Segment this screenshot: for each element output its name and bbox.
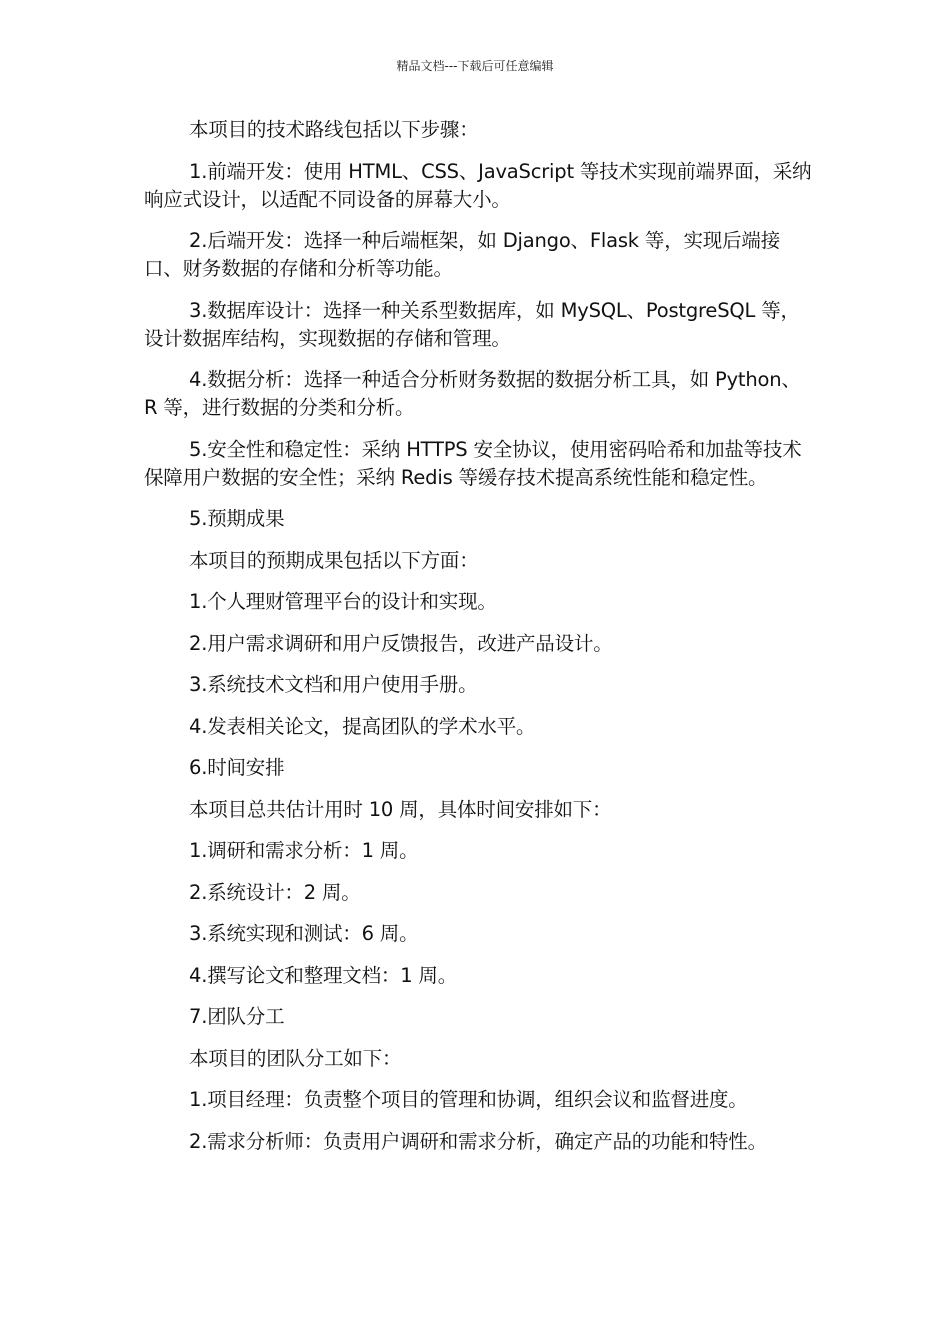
paragraph-team-intro: 本项目的团队分工如下：: [189, 1046, 402, 1070]
paragraph-frontend: 1.前端开发：使用 HTML、CSS、JavaScript 等技术实现前端界面，采纳响应式设计，以适配不同设备的屏幕大小。: [144, 159, 812, 211]
list-item-team-1: 1.项目经理：负责整个项目的管理和协调，组织会议和监督进度。: [189, 1088, 748, 1111]
list-item-result-2: 2.用户需求调研和用户反馈报告，改进产品设计。: [189, 631, 613, 655]
document-body: [144, 116, 812, 1169]
list-item-result-3: 3.系统技术文档和用户使用手册。: [189, 673, 478, 696]
list-item-result-1: 1.个人理财管理平台的设计和实现。: [189, 590, 497, 613]
list-item-team-2: 2.需求分析师：负责用户调研和需求分析，确定产品的功能和特性。: [189, 1129, 767, 1153]
list-item-schedule-2: 2.系统设计：2 周。: [189, 880, 361, 904]
paragraph-security: 5.安全性和稳定性：采纳 HTTPS 安全协议，使用密码哈希和加盐等技术保障用户数据的安全性；采纳 Redis 等缓存技术提高系统性能和稳定性。: [144, 437, 802, 489]
page-header: 精品文档---下载后可任意编辑: [396, 59, 554, 73]
list-item-result-4: 4.发表相关论文，提高团队的学术水平。: [189, 714, 536, 738]
list-item-schedule-3: 3.系统实现和测试：6 周。: [189, 922, 419, 945]
paragraph-database: 3.数据库设计：选择一种关系型数据库，如 MySQL、PostgreSQL 等，设计数据库结构，实现数据的存储和管理。: [144, 298, 800, 350]
paragraph-schedule-intro: 本项目总共估计用时 10 周，具体时间安排如下：: [189, 797, 612, 821]
paragraph-results-intro: 本项目的预期成果包括以下方面：: [189, 548, 479, 572]
paragraph-tech-route-intro: 本项目的技术路线包括以下步骤：: [189, 118, 479, 141]
paragraph-backend: 2.后端开发：选择一种后端框架，如 Django、Flask 等，实现后端接口、财务数据的存储和分析等功能。: [144, 229, 780, 280]
section-heading-team: 7.团队分工: [189, 1005, 285, 1028]
paragraph-data-analysis: 4.数据分析：选择一种适合分析财务数据的数据分析工具，如 Python、R 等，进行数据的分类和分析。: [144, 368, 801, 419]
section-heading-schedule: 6.时间安排: [189, 756, 285, 779]
list-item-schedule-4: 4.撰写论文和整理文档：1 周。: [189, 963, 458, 987]
list-item-schedule-1: 1.调研和需求分析：1 周。: [189, 839, 419, 862]
section-heading-expected-results: 5.预期成果: [189, 507, 285, 530]
